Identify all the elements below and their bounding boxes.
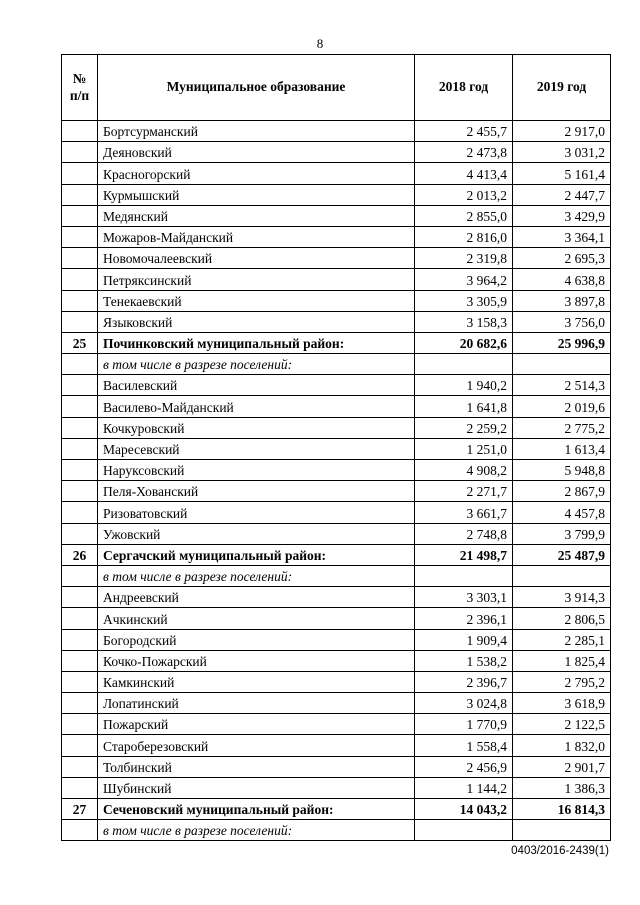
value-2019-cell [513,565,611,586]
table-row [62,184,611,205]
value-2018-cell [415,354,513,375]
value-2019-cell: 3 429,9 [513,205,611,226]
row-number-cell [62,587,98,608]
value-2019-cell: 2 806,5 [513,608,611,629]
municipality-name-cell: Лопатинский [98,693,415,714]
table-row [62,756,611,777]
table-row [62,248,611,269]
value-2018-cell: 2 473,8 [415,142,513,163]
value-2019-cell [513,354,611,375]
document-code: 0403/2016-2439(1) [511,845,609,857]
row-number-cell [62,438,98,459]
district-row [62,332,611,353]
municipality-name-cell: Ачкинский [98,608,415,629]
value-2018-cell: 2 748,8 [415,523,513,544]
value-2018-cell [415,820,513,841]
municipality-name-cell: Толбинский [98,756,415,777]
value-2019-cell: 2 901,7 [513,756,611,777]
value-2018-cell: 2 259,2 [415,417,513,438]
table-row [62,142,611,163]
table-row [62,269,611,290]
row-number-cell [62,608,98,629]
value-2019-cell: 4 457,8 [513,502,611,523]
value-2019-cell: 2 447,7 [513,184,611,205]
municipality-name-cell: Андреевский [98,587,415,608]
row-number-cell [62,460,98,481]
table-row [62,396,611,417]
value-2018-cell: 1 558,4 [415,735,513,756]
value-2018-cell: 4 908,2 [415,460,513,481]
row-number-cell [62,756,98,777]
table-row [62,502,611,523]
row-number-cell [62,735,98,756]
municipality-name-cell: Пеля-Хованский [98,481,415,502]
table-row [62,735,611,756]
municipality-name-cell: в том числе в разрезе поселений: [98,565,415,586]
value-2019-cell: 4 638,8 [513,269,611,290]
page-number: 8 [316,36,324,51]
value-2019-cell: 2 917,0 [513,121,611,142]
row-number-cell [62,417,98,438]
table-row [62,226,611,247]
municipality-name-cell: Тенекаевский [98,290,415,311]
value-2018-cell: 2 396,1 [415,608,513,629]
municipality-name-cell: Шубинский [98,777,415,798]
municipality-name-cell: Починковский муниципальный район: [98,332,415,353]
value-2019-cell: 25 487,9 [513,544,611,565]
municipality-name-cell: Сеченовский муниципальный район: [98,799,415,820]
municipality-name-cell: Ризоватовский [98,502,415,523]
row-number-cell [62,650,98,671]
row-number-cell: 25 [62,332,98,353]
header-number-label: № п/п [69,70,90,103]
value-2018-cell: 2 455,7 [415,121,513,142]
value-2019-cell: 2 514,3 [513,375,611,396]
value-2019-cell: 3 914,3 [513,587,611,608]
row-number-cell [62,121,98,142]
value-2018-cell: 2 271,7 [415,481,513,502]
value-2019-cell: 3 756,0 [513,311,611,332]
value-2018-cell: 1 641,8 [415,396,513,417]
note-row [62,820,611,841]
municipality-name-cell: Новомочалеевский [98,248,415,269]
value-2019-cell: 2 695,3 [513,248,611,269]
value-2019-cell: 5 948,8 [513,460,611,481]
municipality-name-cell: Кочкуровский [98,417,415,438]
value-2019-cell: 1 832,0 [513,735,611,756]
row-number-cell [62,671,98,692]
value-2018-cell: 3 661,7 [415,502,513,523]
value-2019-cell [513,820,611,841]
value-2018-cell: 1 770,9 [415,714,513,735]
value-2018-cell: 2 816,0 [415,226,513,247]
table-row [62,417,611,438]
row-number-cell [62,777,98,798]
row-number-cell [62,226,98,247]
value-2018-cell: 1 909,4 [415,629,513,650]
table-row [62,671,611,692]
value-2018-cell: 1 940,2 [415,375,513,396]
row-number-cell [62,248,98,269]
table-header-row [62,55,611,121]
value-2018-cell: 3 305,9 [415,290,513,311]
municipality-name-cell: Курмышский [98,184,415,205]
row-number-cell [62,396,98,417]
municipality-name-cell: Медянский [98,205,415,226]
row-number-cell [62,163,98,184]
value-2018-cell: 2 013,2 [415,184,513,205]
value-2019-cell: 16 814,3 [513,799,611,820]
value-2018-cell: 14 043,2 [415,799,513,820]
value-2018-cell: 3 024,8 [415,693,513,714]
row-number-cell [62,184,98,205]
table-row [62,587,611,608]
table-row [62,629,611,650]
value-2018-cell: 1 144,2 [415,777,513,798]
row-number-cell: 27 [62,799,98,820]
value-2019-cell: 1 825,4 [513,650,611,671]
value-2018-cell: 21 498,7 [415,544,513,565]
value-2019-cell: 2 122,5 [513,714,611,735]
value-2019-cell: 2 867,9 [513,481,611,502]
value-2018-cell: 20 682,6 [415,332,513,353]
table-row [62,693,611,714]
district-row [62,544,611,565]
row-number-cell [62,523,98,544]
value-2019-cell: 3 897,8 [513,290,611,311]
value-2019-cell: 3 364,1 [513,226,611,247]
municipality-name-cell: Языковский [98,311,415,332]
table-row [62,481,611,502]
municipality-name-cell: Сергачский муниципальный район: [98,544,415,565]
table-row [62,650,611,671]
value-2018-cell: 3 964,2 [415,269,513,290]
row-number-cell [62,290,98,311]
value-2018-cell: 1 251,0 [415,438,513,459]
municipality-name-cell: Ужовский [98,523,415,544]
header-2018: 2018 год [415,55,513,121]
municipality-name-cell: в том числе в разрезе поселений: [98,354,415,375]
municipality-name-cell: Кочко-Пожарский [98,650,415,671]
municipality-name-cell: Камкинский [98,671,415,692]
table-row [62,523,611,544]
value-2018-cell: 2 319,8 [415,248,513,269]
district-row [62,799,611,820]
value-2018-cell: 2 456,9 [415,756,513,777]
table-row [62,311,611,332]
municipality-name-cell: Бортсурманский [98,121,415,142]
value-2019-cell: 1 613,4 [513,438,611,459]
value-2019-cell: 3 618,9 [513,693,611,714]
row-number-cell [62,269,98,290]
value-2018-cell: 3 303,1 [415,587,513,608]
municipality-name-cell: Красногорский [98,163,415,184]
row-number-cell [62,205,98,226]
table-row [62,290,611,311]
municipality-name-cell: Маресевский [98,438,415,459]
municipality-name-cell: Наруксовский [98,460,415,481]
value-2019-cell: 2 285,1 [513,629,611,650]
value-2019-cell: 25 996,9 [513,332,611,353]
table-body [62,121,611,841]
table-row [62,205,611,226]
row-number-cell [62,693,98,714]
municipality-name-cell: Богородский [98,629,415,650]
table-row [62,163,611,184]
row-number-cell [62,565,98,586]
table-row [62,438,611,459]
value-2018-cell: 2 855,0 [415,205,513,226]
value-2019-cell: 3 031,2 [513,142,611,163]
row-number-cell [62,820,98,841]
row-number-cell [62,502,98,523]
table-row [62,375,611,396]
municipality-name-cell: Петряксинский [98,269,415,290]
value-2018-cell [415,565,513,586]
value-2019-cell: 2 795,2 [513,671,611,692]
value-2019-cell: 3 799,9 [513,523,611,544]
value-2018-cell: 1 538,2 [415,650,513,671]
value-2019-cell: 1 386,3 [513,777,611,798]
row-number-cell [62,481,98,502]
table-row [62,121,611,142]
value-2019-cell: 2 775,2 [513,417,611,438]
row-number-cell [62,311,98,332]
header-municipality: Муниципальное образование [98,55,415,121]
value-2018-cell: 4 413,4 [415,163,513,184]
municipality-name-cell: Василево-Майданский [98,396,415,417]
row-number-cell [62,375,98,396]
table-row [62,714,611,735]
municipality-name-cell: Деяновский [98,142,415,163]
value-2018-cell: 2 396,7 [415,671,513,692]
header-2019: 2019 год [513,55,611,121]
value-2019-cell: 2 019,6 [513,396,611,417]
municipality-name-cell: Пожарский [98,714,415,735]
note-row [62,565,611,586]
table-row [62,777,611,798]
value-2018-cell: 3 158,3 [415,311,513,332]
municipal-data-table [61,54,611,841]
municipality-name-cell: Можаров-Майданский [98,226,415,247]
row-number-cell [62,629,98,650]
header-number [62,55,98,121]
municipality-name-cell: Василевский [98,375,415,396]
note-row [62,354,611,375]
municipality-name-cell: в том числе в разрезе поселений: [98,820,415,841]
table-row [62,460,611,481]
row-number-cell [62,714,98,735]
municipality-name-cell: Староберезовский [98,735,415,756]
value-2019-cell: 5 161,4 [513,163,611,184]
row-number-cell: 26 [62,544,98,565]
table-row [62,608,611,629]
row-number-cell [62,354,98,375]
row-number-cell [62,142,98,163]
